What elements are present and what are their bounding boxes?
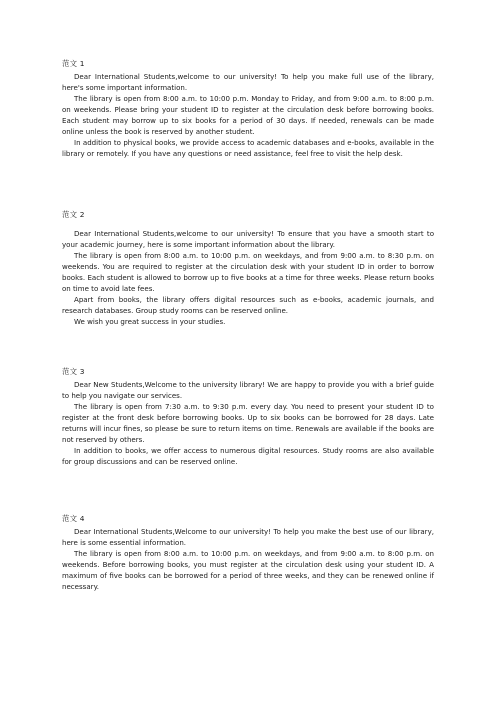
paragraph: The library is open from 8:00 a.m. to 10:00 p.m. on weekdays, and from 9:00 a.m. to 8:00 p.m. on weekends. Before borrowing books, you must register at the circulation desk using your student ID. A maximum of five books can be borrowed for a period of three weeks, and they can be renewed online if necessary. <box>62 549 434 591</box>
paragraph: The library is open from 7:30 a.m. to 9:30 p.m. every day. You need to present your student ID to register at the front desk before borrowing books. Up to six books can be borrowed for 28 days. Late returns will incur fines, so please be sure to return items on time. Renewals are available if the books are not reserved by others. <box>62 402 434 444</box>
essay-section-4 <box>62 513 434 592</box>
paragraph: In addition to books, we offer access to numerous digital resources. Study rooms are also available for group discussions and can be reserved online. <box>62 446 434 466</box>
section-heading: 范文 2 <box>62 210 85 219</box>
paragraph: Dear International Students,Welcome to our university! To help you make the best use of our library, here is some essential information. <box>62 527 434 547</box>
paragraph: The library is open from 8:00 a.m. to 10:00 p.m. Monday to Friday, and from 9:00 a.m. to 8:00 p.m. on weekends. Please bring your student ID to register at the circulation desk before borrowing books. Each student may borrow up to six books for a period of 30 days. If needed, renewals can be made online unless the book is reserved by another student. <box>62 94 434 136</box>
essay-section-1 <box>62 58 434 159</box>
paragraph: Apart from books, the library offers digital resources such as e-books, academic journals, and research databases. Group study rooms can be reserved online. <box>62 295 434 315</box>
paragraph: The library is open from 8:00 a.m. to 10:00 p.m. on weekdays, and from 9:00 a.m. to 8:30 p.m. on weekends. You are required to register at the circulation desk with your student ID in order to borrow books. Each student is allowed to borrow up to five books at a time for three weeks. Please return books on time to avoid late fees. <box>62 251 434 293</box>
paragraph: Dear International Students,welcome to our university! To help you make full use of the library, here's some important information. <box>62 72 434 92</box>
essay-section-2 <box>62 209 434 327</box>
essay-section-3 <box>62 366 434 467</box>
paragraph: In addition to physical books, we provide access to academic databases and e-books, available in the library or remotely. If you have any questions or need assistance, feel free to visit the help desk. <box>62 138 434 158</box>
paragraph: Dear New Students,Welcome to the university library! We are happy to provide you with a brief guide to help you navigate our services. <box>62 380 434 400</box>
paragraph: Dear International Students,welcome to our university! To ensure that you have a smooth start to your academic journey, here is some important information about the library. <box>62 229 434 249</box>
section-heading: 范文 3 <box>62 367 85 376</box>
section-heading: 范文 4 <box>62 514 85 523</box>
paragraph: We wish you great success in your studies. <box>74 317 226 326</box>
section-heading: 范文 1 <box>62 59 85 68</box>
